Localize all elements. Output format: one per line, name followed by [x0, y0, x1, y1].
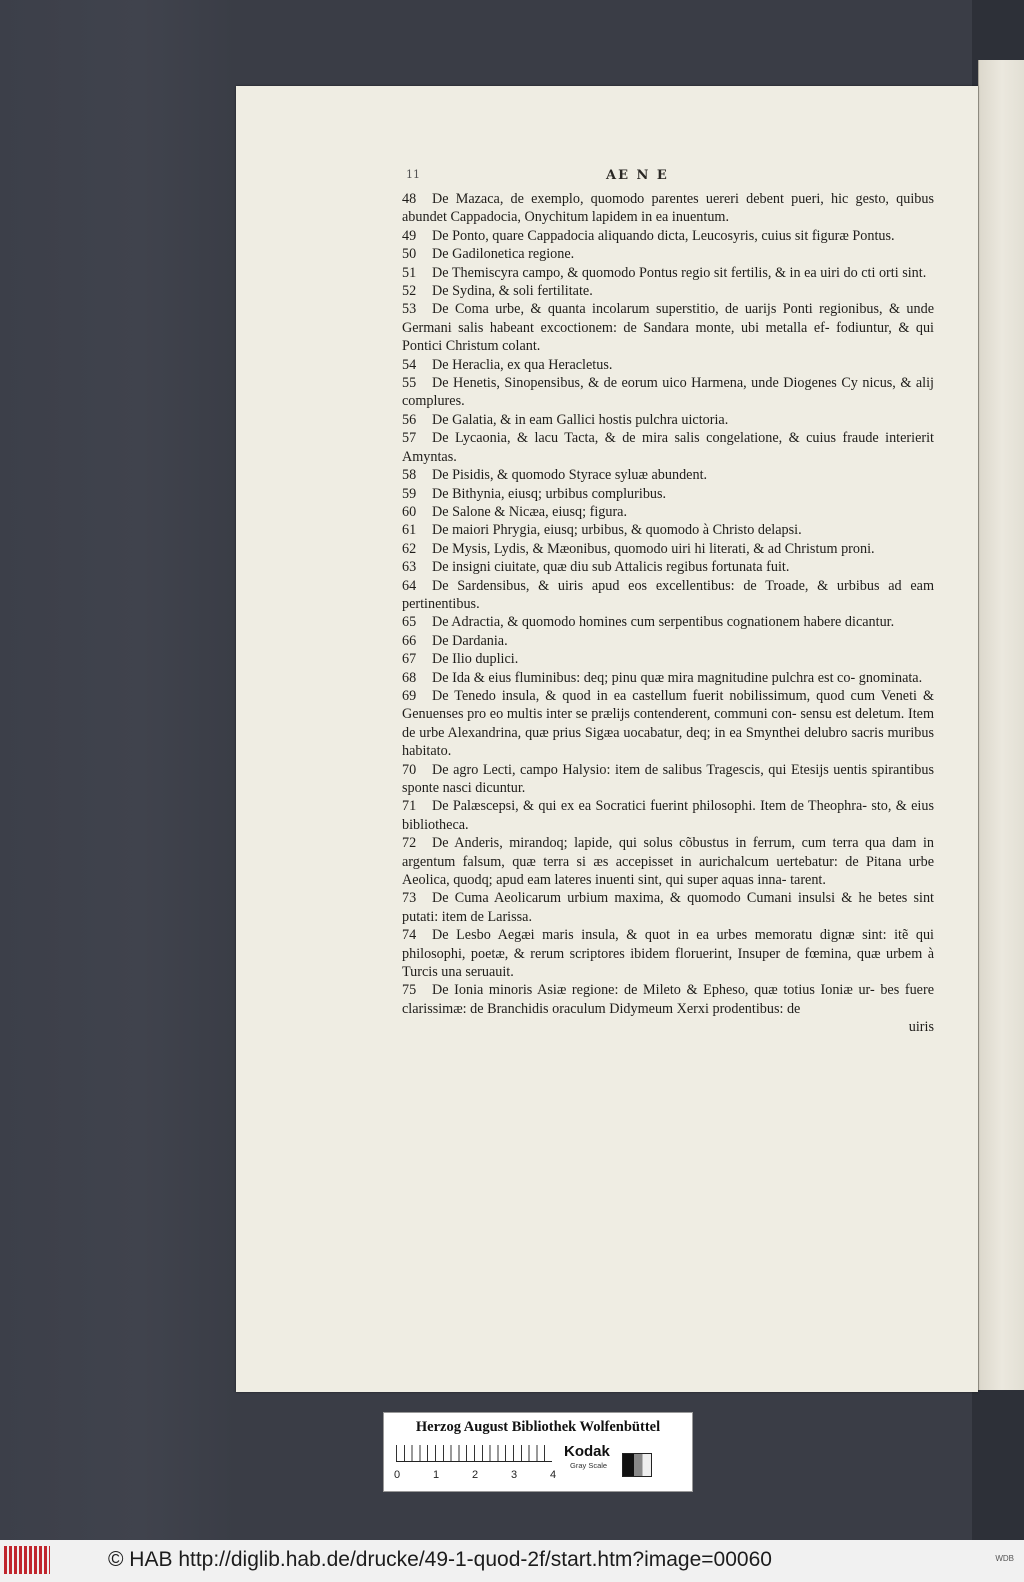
chapter-number: 73: [402, 890, 417, 907]
chapter-text: De Ida & eius fluminibus: deq; pinu quæ mira magnitudine pulchra est co- gnominata.: [432, 669, 923, 686]
chapter-text: De Lycaonia, & lacu Tacta, & de mira salis congelatione, & cuius fraude interierit Amyntas.: [402, 430, 934, 465]
chapter-text: De Pisidis, & quomodo Styrace syluæ abundent.: [432, 467, 708, 484]
footer-mark: WDB: [995, 1554, 1014, 1563]
chapter-text: De Bithynia, eiusq; urbibus compluribus.: [432, 485, 667, 502]
chapter-number: 64: [402, 577, 417, 594]
hab-logo-icon: [4, 1546, 50, 1574]
chapter-number: 63: [402, 559, 417, 576]
chapter-text: De Gadilonetica regione.: [432, 246, 575, 263]
chapter-number: 65: [402, 614, 417, 631]
chapter-number: 69: [402, 687, 417, 704]
chapter-text: De Adractia, & quomodo homines cum serpentibus cognationem habere dicantur.: [432, 614, 895, 631]
gray-scale-chip: [622, 1453, 652, 1477]
chapter-text: De Mazaca, de exemplo, quomodo parentes uereri debent pueri, hic gesto, quibus abundet Cappadocia, Onychitum lapidem in ea inuentum.: [402, 191, 934, 226]
color-target-card: [383, 1412, 693, 1492]
chapter-text: De maiori Phrygia, eiusq; urbibus, & quomodo à Christo delapsi.: [432, 522, 802, 539]
chapter-entry: [402, 613, 934, 631]
chapter-number: 67: [402, 651, 417, 668]
gray-scale-label: Gray Scale: [570, 1461, 608, 1470]
chapter-entry: [402, 632, 934, 650]
scale-number: 2: [472, 1469, 479, 1481]
chapter-entry: [402, 797, 934, 834]
chapter-number: 74: [402, 927, 417, 944]
chapter-entry: [402, 300, 934, 355]
chapter-text: De Coma urbe, & quanta incolarum superstitio, de uarijs Ponti regionibus, & unde Germani salis habeant excoctionem: de Sandara monte, ubi metalla ef- fodiuntur, & qui Pontici Christum colant.: [402, 301, 934, 355]
chapter-text: De Ionia minoris Asiæ regione: de Mileto & Epheso, quæ totius Ioniæ ur- bes fuere clarissimæ: de Branchidis oraculum Didymeum Xerxi prodentibus: de: [402, 982, 934, 1017]
chapter-number: 59: [402, 485, 417, 502]
chapter-number: 66: [402, 632, 417, 649]
chapter-text: De Heraclia, ex qua Heracletus.: [432, 356, 613, 373]
chapter-number: 49: [402, 227, 417, 244]
chapter-text: De Mysis, Lydis, & Mæonibus, quomodo uiri hi literati, & ad Christum proni.: [432, 540, 875, 557]
chapter-entry: [402, 466, 934, 484]
chapter-text: De Sydina, & soli fertilitate.: [432, 283, 593, 300]
running-head: AE N E: [606, 168, 669, 183]
chapter-entry: [402, 669, 934, 687]
chapter-text: De Palæscepsi, & qui ex ea Socratici fuerint philosophi. Item de Theophra- sto, & eius bibliotheca.: [402, 798, 934, 833]
scale-number: 1: [433, 1469, 440, 1481]
scale-number: 0: [394, 1469, 401, 1481]
chapter-text: De Themiscyra campo, & quomodo Pontus regio sit fertilis, & in ea uiri do cti orti sint.: [432, 264, 927, 281]
chapter-entry: [402, 926, 934, 981]
chapter-number: 56: [402, 411, 417, 428]
chapter-number: 48: [402, 191, 417, 207]
chapter-entry: [402, 429, 934, 466]
chapter-entry: [402, 981, 934, 1018]
chapter-number: 51: [402, 264, 417, 281]
chapter-text: De Ponto, quare Cappadocia aliquando dicta, Leucosyris, cuius sit figuræ Pontus.: [432, 227, 895, 244]
chapter-number: 53: [402, 301, 417, 318]
chapter-entry: [402, 411, 934, 429]
chapter-number: 72: [402, 835, 417, 852]
chapter-entry: [402, 540, 934, 558]
chapter-entry: [402, 558, 934, 576]
chapter-number: 54: [402, 356, 417, 373]
chapter-text: De Tenedo insula, & quod in ea castellum fuerit nobilissimum, quod cum Veneti & Genuenses pro eo multis inter se prælijs contenderent, communi con- sensu est deletum. Item de urbe Alexandrina, quæ prius Sigæa uocabatur, deq; in ea Smynthei delubro sacris muribus habitato.: [402, 687, 934, 760]
chapter-entry: [402, 282, 934, 300]
catchword: uiris: [908, 1019, 934, 1036]
chapter-text: De Salone & Nicæa, eiusq; figura.: [432, 503, 628, 520]
facing-page-edge: [978, 60, 1024, 1390]
chapter-entry: [402, 687, 934, 761]
chapter-text: De Cuma Aeolicarum urbium maxima, & quomodo Cumani insulsi & he betes sint putati: item de Larissa.: [402, 890, 934, 925]
book-page: [236, 86, 978, 1392]
chapter-entry: [402, 245, 934, 263]
chapter-entry: [402, 577, 934, 614]
chapter-text: De Sardensibus, & uiris apud eos excellentibus: de Troade, & urbibus ad eam pertinentibus.: [402, 577, 934, 612]
chapter-number: 62: [402, 540, 417, 557]
chapter-text: De Ilio duplici.: [432, 651, 519, 668]
chapter-entry: [402, 834, 934, 889]
chapter-entry: [402, 356, 934, 374]
chapter-number: 68: [402, 669, 417, 686]
chapter-number: 58: [402, 467, 417, 484]
chapter-text: De insigni ciuitate, quæ diu sub Attalicis regibus fortunata fuit.: [432, 559, 790, 576]
chapter-number: 55: [402, 375, 417, 392]
chapter-entry: [402, 227, 934, 245]
target-title: Herzog August Bibliothek Wolfenbüttel: [415, 1419, 661, 1435]
scale-ruler: [396, 1445, 552, 1462]
chapter-text: De Galatia, & in eam Gallici hostis pulchra uictoria.: [432, 411, 729, 428]
signature-mark: 11: [406, 168, 420, 181]
chapter-number: 70: [402, 761, 417, 778]
chapter-number: 60: [402, 503, 417, 520]
scanner-background-left: [0, 0, 236, 1540]
chapter-entry: [402, 761, 934, 798]
chapter-entry: [402, 521, 934, 539]
chapter-entry: [402, 264, 934, 282]
chapter-number: 71: [402, 798, 417, 815]
chapter-text: De Dardania.: [432, 632, 508, 649]
scale-number: 3: [511, 1469, 518, 1481]
chapter-list: [402, 190, 934, 1037]
chapter-number: 57: [402, 430, 417, 447]
chapter-entry: [402, 503, 934, 521]
chapter-entry: [402, 650, 934, 668]
kodak-logo: Kodak: [564, 1443, 610, 1460]
chapter-text: De Lesbo Aegæi maris insula, & quot in ea urbes memoratu dignæ sint: itẽ qui philosophi, poetæ, & rerum scriptores ibidem floruerint, Insuper de fœmina, quæ urbem à Turcis una seruauit.: [402, 927, 934, 981]
chapter-entry: [402, 190, 934, 227]
chapter-number: 61: [402, 522, 417, 539]
chapter-number: 50: [402, 246, 417, 263]
footer-bar: [0, 1540, 1024, 1582]
chapter-number: 75: [402, 982, 417, 999]
scale-number: 4: [550, 1469, 557, 1481]
chapter-entry: [402, 374, 934, 411]
chapter-text: De Henetis, Sinopensibus, & de eorum uico Harmena, unde Diogenes Cy nicus, & alij complures.: [402, 375, 934, 410]
footer-url[interactable]: © HAB http://diglib.hab.de/drucke/49-1-quod-2f/start.htm?image=00060: [108, 1548, 772, 1571]
chapter-entry: [402, 485, 934, 503]
chapter-text: De Anderis, mirandoq; lapide, qui solus cõbustus in ferrum, cum terra qua dam in argentum falsum, quæ terra si æs accepisset in aurichalcum uertebatur: de Pitana urbe Aeolica, quodq; apud eam lateres inuenti sint, qui super aquas inna- tarent.: [402, 835, 934, 889]
chapter-number: 52: [402, 283, 417, 300]
chapter-entry: [402, 889, 934, 926]
chapter-text: De agro Lecti, campo Halysio: item de salibus Tragescis, qui Etesijs uentis spirantibus sponte nasci dicuntur.: [402, 761, 934, 796]
